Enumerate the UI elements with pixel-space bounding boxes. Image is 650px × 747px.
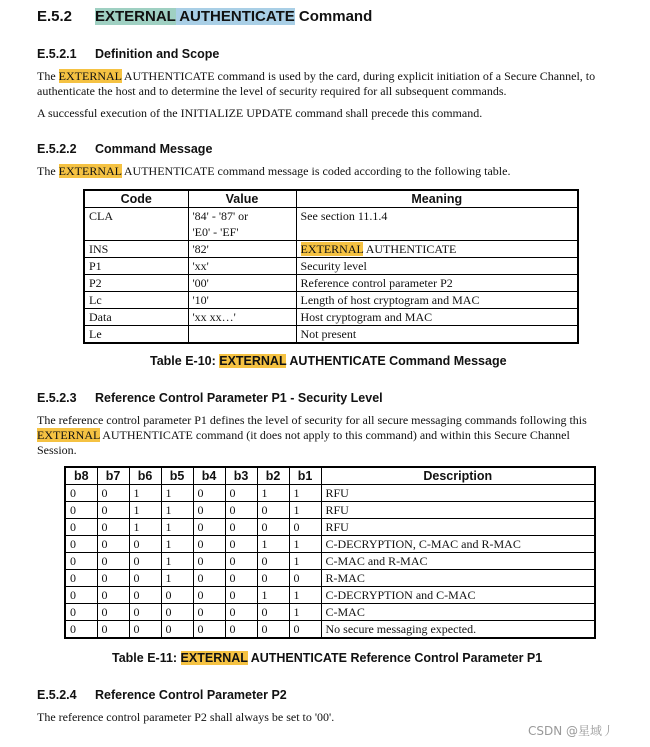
- column-header: Meaning: [296, 190, 578, 208]
- bit-cell: 0: [97, 621, 129, 639]
- column-header: b3: [225, 467, 257, 485]
- bit-cell: 0: [193, 519, 225, 536]
- bit-cell: 0: [193, 553, 225, 570]
- bit-cell: 1: [161, 570, 193, 587]
- bit-cell: 0: [257, 519, 289, 536]
- bit-cell: 0: [289, 519, 321, 536]
- bit-cell: 0: [97, 519, 129, 536]
- subsection-number: E.5.2.1: [37, 47, 77, 61]
- bit-cell: 0: [129, 570, 161, 587]
- table-row: [65, 502, 595, 519]
- bit-cell: 0: [225, 570, 257, 587]
- table-caption-e10: [150, 354, 507, 368]
- column-header: b6: [129, 467, 161, 485]
- column-header: b8: [65, 467, 97, 485]
- bit-cell: 0: [161, 621, 193, 639]
- bit-cell: 1: [257, 485, 289, 502]
- bit-cell: 0: [97, 587, 129, 604]
- table-row: [65, 485, 595, 502]
- bit-cell: 0: [129, 553, 161, 570]
- bit-cell: 0: [225, 519, 257, 536]
- section-heading: [37, 8, 372, 25]
- bit-cell: 1: [161, 519, 193, 536]
- cell-code: P1: [84, 258, 188, 275]
- section-title-rest: Command: [298, 8, 373, 25]
- p2-paragraph: The reference control parameter P2 shall always be set to '00'.: [37, 710, 335, 724]
- cell-meaning: Not present: [296, 326, 578, 344]
- text: Table E-11:: [112, 651, 181, 665]
- bit-cell: 0: [193, 621, 225, 639]
- table-header-row: [84, 190, 578, 208]
- text: Session.: [37, 443, 77, 457]
- description-cell: C-MAC: [321, 604, 595, 621]
- value-line: 'E0' - 'EF': [192, 225, 239, 239]
- table-row: [84, 326, 578, 344]
- bit-cell: 1: [289, 536, 321, 553]
- cell-value: [188, 326, 296, 344]
- bit-cell: 1: [161, 502, 193, 519]
- subsection-title: Reference Control Parameter P2: [95, 688, 287, 702]
- bit-cell: 0: [257, 553, 289, 570]
- description-cell: C-DECRYPTION, C-MAC and R-MAC: [321, 536, 595, 553]
- subsection-number: E.5.2.3: [37, 391, 77, 405]
- table-row: [65, 587, 595, 604]
- bit-cell: 0: [97, 502, 129, 519]
- table-caption-e11: [112, 651, 542, 665]
- command-message-table: [83, 189, 579, 344]
- bit-cell: 0: [65, 587, 97, 604]
- table-row: [84, 292, 578, 309]
- bit-cell: 1: [257, 587, 289, 604]
- table-row: [84, 275, 578, 292]
- cell-meaning: Security level: [296, 258, 578, 275]
- bit-cell: 0: [65, 519, 97, 536]
- bit-cell: 0: [65, 621, 97, 639]
- cell-code: INS: [84, 241, 188, 258]
- section-title-highlight-authenticate: AUTHENTICATE: [179, 8, 295, 25]
- highlight-external: EXTERNAL: [219, 354, 287, 368]
- bit-cell: 0: [97, 485, 129, 502]
- bit-cell: 0: [193, 587, 225, 604]
- column-header: Description: [321, 467, 595, 485]
- subsection-heading-p2: [37, 688, 287, 702]
- bit-cell: 0: [97, 536, 129, 553]
- bit-cell: 0: [129, 587, 161, 604]
- section-title-highlight-external: EXTERNAL: [95, 8, 176, 25]
- cell-code: CLA: [84, 208, 188, 241]
- value-line: '84' - '87' or: [192, 209, 249, 223]
- table-row: [84, 208, 578, 241]
- table-row: [84, 241, 578, 258]
- bit-cell: 0: [225, 502, 257, 519]
- bit-cell: 0: [129, 536, 161, 553]
- bit-cell: 0: [97, 604, 129, 621]
- bit-cell: 0: [225, 587, 257, 604]
- bit-cell: 0: [193, 570, 225, 587]
- table-row: [84, 309, 578, 326]
- bit-cell: 0: [129, 621, 161, 639]
- highlight-external: EXTERNAL: [37, 428, 100, 442]
- subsection-number: E.5.2.2: [37, 142, 77, 156]
- bit-cell: 0: [193, 536, 225, 553]
- bit-cell: 0: [65, 553, 97, 570]
- bit-cell: 1: [161, 485, 193, 502]
- text: AUTHENTICATE Reference Control Parameter P1: [247, 651, 543, 665]
- column-header: b7: [97, 467, 129, 485]
- description-cell: RFU: [321, 519, 595, 536]
- command-message-paragraph: [37, 164, 510, 179]
- column-header: Code: [84, 190, 188, 208]
- text: Table E-10:: [150, 354, 220, 368]
- description-cell: RFU: [321, 485, 595, 502]
- cell-meaning: Length of host cryptogram and MAC: [296, 292, 578, 309]
- text: The: [37, 164, 59, 178]
- description-cell: C-DECRYPTION and C-MAC: [321, 587, 595, 604]
- description-cell: RFU: [321, 502, 595, 519]
- bit-cell: 1: [129, 485, 161, 502]
- bit-cell: 0: [65, 502, 97, 519]
- text: authenticate the host and to determine the level of security required for all subsequent commands.: [37, 84, 507, 98]
- bit-cell: 0: [129, 604, 161, 621]
- text: The: [37, 69, 59, 83]
- column-header: b4: [193, 467, 225, 485]
- highlight-external: EXTERNAL: [58, 69, 122, 83]
- cell-value: '10': [188, 292, 296, 309]
- table-row: [84, 258, 578, 275]
- subsection-number: E.5.2.4: [37, 688, 77, 702]
- table-row: [65, 536, 595, 553]
- text: AUTHENTICATE: [363, 242, 457, 256]
- bit-cell: 0: [65, 536, 97, 553]
- table-row: [65, 553, 595, 570]
- bit-cell: 0: [193, 604, 225, 621]
- cell-meaning: See section 11.1.4: [296, 208, 578, 241]
- subsection-heading-p1: [37, 391, 383, 405]
- text: AUTHENTICATE command message is coded according to the following table.: [121, 164, 511, 178]
- cell-value: '82': [188, 241, 296, 258]
- table-row: [65, 621, 595, 639]
- table-row: [65, 604, 595, 621]
- table-header-row: [65, 467, 595, 485]
- subsection-title: Definition and Scope: [95, 47, 220, 61]
- bit-cell: 0: [289, 570, 321, 587]
- bit-cell: 1: [161, 536, 193, 553]
- bit-cell: 1: [161, 553, 193, 570]
- cell-value: 'xx xx…': [188, 309, 296, 326]
- section-number: E.5.2: [37, 8, 73, 25]
- definition-paragraph: [37, 69, 595, 99]
- cell-code: Le: [84, 326, 188, 344]
- subsection-title: Command Message: [95, 142, 213, 156]
- cell-value: 'xx': [188, 258, 296, 275]
- bit-cell: 0: [225, 485, 257, 502]
- cell-value: [188, 208, 296, 241]
- highlight-external: EXTERNAL: [58, 164, 122, 178]
- bit-cell: 0: [65, 570, 97, 587]
- bit-cell: 1: [129, 502, 161, 519]
- column-header: Value: [188, 190, 296, 208]
- table-row: [65, 519, 595, 536]
- bit-cell: 0: [97, 553, 129, 570]
- column-header: b5: [161, 467, 193, 485]
- csdn-watermark: CSDN @星域丿: [528, 724, 615, 738]
- description-cell: C-MAC and R-MAC: [321, 553, 595, 570]
- column-header: b2: [257, 467, 289, 485]
- bit-cell: 0: [65, 604, 97, 621]
- bit-cell: 0: [225, 553, 257, 570]
- bit-cell: 0: [289, 621, 321, 639]
- description-cell: No secure messaging expected.: [321, 621, 595, 639]
- cell-code: P2: [84, 275, 188, 292]
- table-row: [65, 570, 595, 587]
- text: AUTHENTICATE command is used by the card, during explicit initiation of a Secure Channel, to: [121, 69, 596, 83]
- bit-cell: 0: [161, 604, 193, 621]
- definition-paragraph-2: A successful execution of the INITIALIZE UPDATE command shall precede this command.: [37, 106, 483, 120]
- cell-meaning: [296, 241, 578, 258]
- text: AUTHENTICATE Command Message: [286, 354, 507, 368]
- p1-paragraph: [37, 413, 587, 458]
- subsection-heading-definition: [37, 47, 219, 61]
- bit-cell: 1: [289, 553, 321, 570]
- bit-cell: 1: [289, 604, 321, 621]
- subsection-title: Reference Control Parameter P1 - Security Level: [95, 391, 383, 405]
- cell-value: '00': [188, 275, 296, 292]
- bit-cell: 1: [289, 502, 321, 519]
- subsection-heading-command-message: [37, 142, 212, 156]
- text: AUTHENTICATE command (it does not apply to this command) and within this Secure Channel: [99, 428, 570, 442]
- column-header: b1: [289, 467, 321, 485]
- bit-cell: 0: [257, 502, 289, 519]
- bit-cell: 0: [97, 570, 129, 587]
- highlight-external: EXTERNAL: [300, 242, 364, 256]
- bit-cell: 1: [289, 485, 321, 502]
- bit-cell: 0: [257, 604, 289, 621]
- bit-cell: 0: [65, 485, 97, 502]
- bit-cell: 1: [129, 519, 161, 536]
- bit-cell: 0: [193, 485, 225, 502]
- text: The reference control parameter P1 defines the level of security for all secure messaging commands following this: [37, 413, 587, 427]
- bit-cell: 0: [257, 621, 289, 639]
- cell-meaning: Reference control parameter P2: [296, 275, 578, 292]
- cell-meaning: Host cryptogram and MAC: [296, 309, 578, 326]
- security-level-table: [64, 466, 596, 639]
- bit-cell: 0: [225, 536, 257, 553]
- bit-cell: 0: [161, 587, 193, 604]
- highlight-external: EXTERNAL: [180, 651, 248, 665]
- bit-cell: 0: [225, 621, 257, 639]
- bit-cell: 0: [225, 604, 257, 621]
- bit-cell: 1: [257, 536, 289, 553]
- cell-code: Lc: [84, 292, 188, 309]
- cell-code: Data: [84, 309, 188, 326]
- bit-cell: 0: [193, 502, 225, 519]
- bit-cell: 0: [257, 570, 289, 587]
- description-cell: R-MAC: [321, 570, 595, 587]
- bit-cell: 1: [289, 587, 321, 604]
